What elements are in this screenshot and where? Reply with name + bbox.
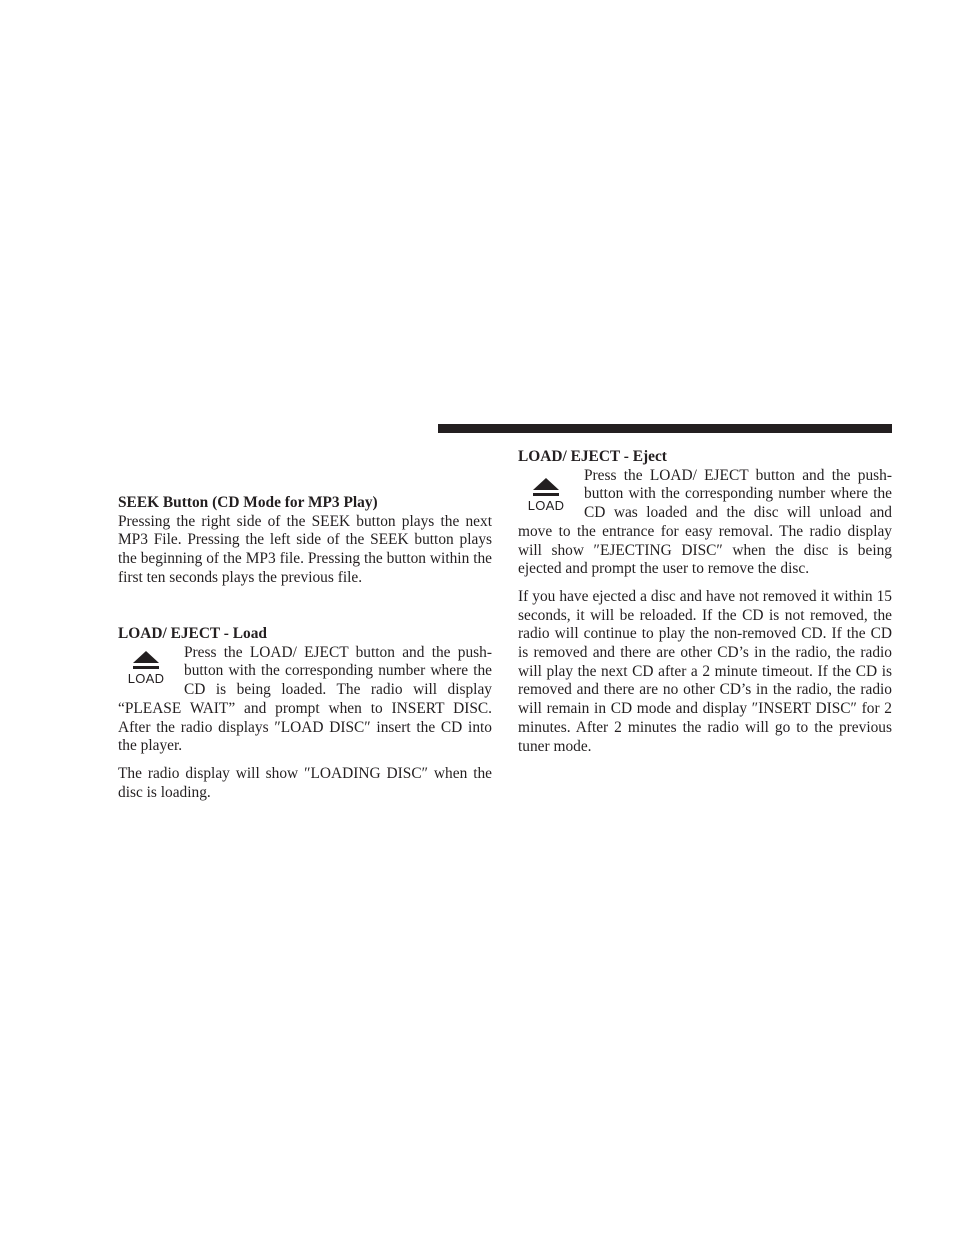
eject-icon <box>124 651 168 695</box>
load-heading: LOAD/ EJECT - Load <box>118 625 267 642</box>
load-body: Press the LOAD/ EJECT button and the push-button with the corresponding number where the CD is being loaded. The radio will display “PLEASE WAIT” and prompt when to INSERT DISC. After the radio displays ″LOAD DISC″ insert the CD into the player. <box>118 643 492 755</box>
load-body-2: The radio display will show ″LOADING DISC″ when the disc is loading. <box>118 764 492 801</box>
load-icon-block <box>118 644 184 700</box>
seek-heading: SEEK Button (CD Mode for MP3 Play) <box>118 494 378 511</box>
eject-section <box>518 448 892 756</box>
eject-bar-icon <box>533 493 559 496</box>
eject-icon-block <box>518 467 584 523</box>
eject-icon <box>524 478 568 522</box>
eject-triangle-icon <box>533 478 559 490</box>
seek-section <box>118 494 492 588</box>
load-icon-label: LOAD <box>127 670 165 686</box>
seek-body: Pressing the right side of the SEEK button plays the next MP3 File. Pressing the left side of the SEEK button plays the beginning of the MP3 file. Pressing the button within the first ten seconds plays the previous file. <box>118 512 492 586</box>
eject-body: Press the LOAD/ EJECT button and the push-button with the corresponding number where the CD was loaded and the disc will unload and move to the entrance for easy removal. The radio display will show ″EJECTING DISC″ when the disc is being ejected and prompt the user to remove the disc. <box>518 466 892 578</box>
eject-body-2: If you have ejected a disc and have not removed it within 15 seconds, it will be reloaded. If the CD is not removed, the radio will continue to play the non-removed CD. If the CD is removed and there are other CD’s in the radio, the radio will play the next CD after a 2 minute timeout. If the CD is removed and there are no other CD’s in the radio, the radio will remain in CD mode and display ″INSERT DISC″ for 2 minutes. After 2 minutes the radio will go to the previous tuner mode. <box>518 587 892 755</box>
eject-heading: LOAD/ EJECT - Eject <box>518 448 667 465</box>
eject-triangle-icon <box>133 651 159 663</box>
eject-bar-icon <box>133 666 159 669</box>
load-section <box>118 625 492 802</box>
eject-icon-label: LOAD <box>527 497 565 513</box>
section-header-rule <box>438 424 892 433</box>
